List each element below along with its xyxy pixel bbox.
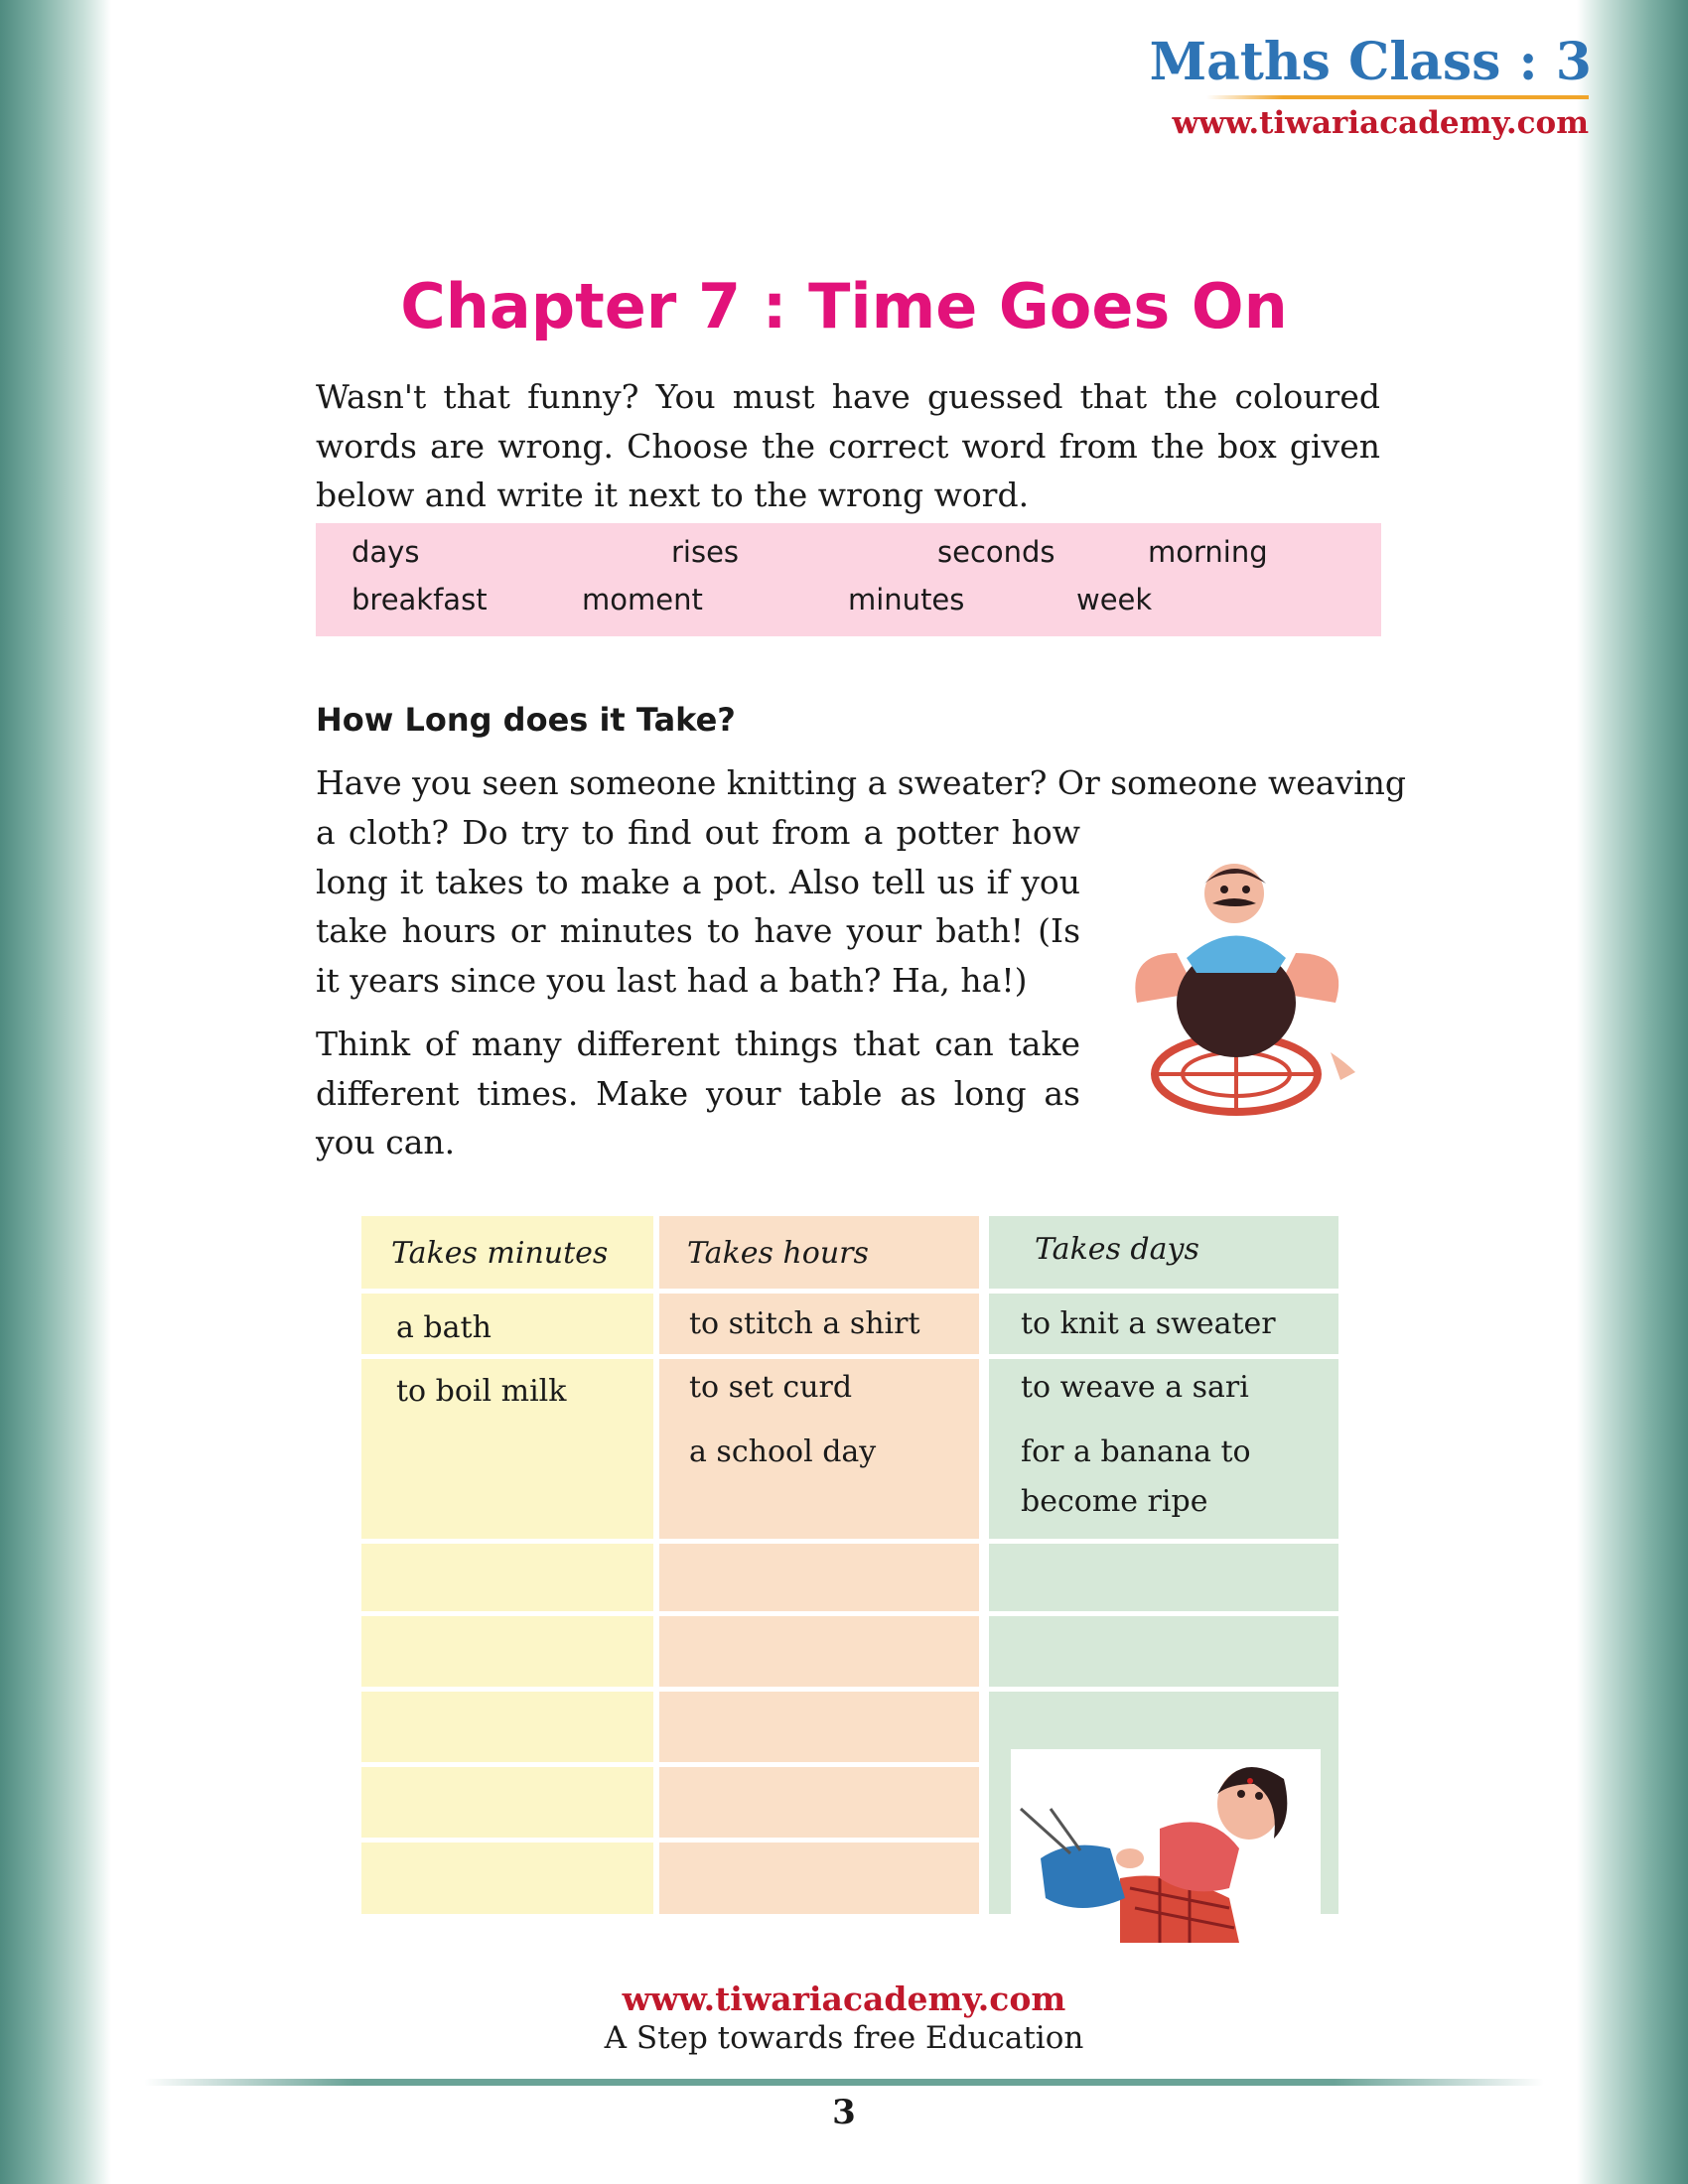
column-header: Takes days [1035,1232,1199,1267]
intro-paragraph: Wasn't that funny? You must have guessed that the coloured words are wrong. Choose the correct word from the box given below and write it next to the wrong word. [316,377,1380,514]
column-takes-hours [659,1216,979,1914]
footer-tagline: A Step towards free Education [604,2020,1084,2056]
footer-divider [144,2079,1544,2086]
word-item: breakfast [352,583,488,616]
paragraph-2-line-1: Have you seen someone knitting a sweater? Or someone weaving [316,763,1407,802]
column-header: Takes hours [687,1236,869,1271]
table-cell: become ripe [1021,1484,1208,1519]
knitting-girl-illustration [1011,1749,1321,1948]
header-underline [1206,95,1589,99]
table-cell: to boil milk [396,1374,567,1409]
table-cell: to weave a sari [1021,1370,1249,1405]
potter-illustration [1117,854,1365,1132]
word-item: days [352,535,420,569]
column-takes-minutes [361,1216,653,1914]
word-item: week [1076,583,1153,616]
word-box [316,523,1381,636]
footer-url[interactable]: www.tiwariacademy.com [622,1979,1066,2018]
knitting-illustration-frame [1011,1749,1321,1948]
paragraph-2: a cloth? Do try to find out from a potter how long it takes to make a pot. Also tell us if you take hours or minutes to have your bath! (Is it years since you last had a bath? Ha, ha!) [316,813,1080,1000]
word-item: minutes [848,583,965,616]
page-number: 3 [832,2093,856,2132]
chapter-title: Chapter 7 : Time Goes On [400,270,1288,342]
header-url[interactable]: www.tiwariacademy.com [1172,105,1589,141]
word-item: moment [582,583,703,616]
word-item: seconds [937,535,1055,569]
column-header: Takes minutes [391,1236,609,1271]
section-heading: How Long does it Take? [316,701,736,739]
table-cell: to stitch a shirt [689,1306,920,1341]
table-cell: to set curd [689,1370,853,1405]
word-item: morning [1148,535,1268,569]
word-item: rises [671,535,740,569]
header-subject: Maths Class : 3 [1149,32,1592,92]
table-cell: for a banana to [1021,1434,1251,1469]
table-cell: a school day [689,1434,877,1469]
paragraph-3: Think of many different things that can take different times. Make your table as long as you can. [316,1024,1080,1161]
table-cell: to knit a sweater [1021,1306,1276,1341]
table-cell: a bath [396,1310,492,1345]
